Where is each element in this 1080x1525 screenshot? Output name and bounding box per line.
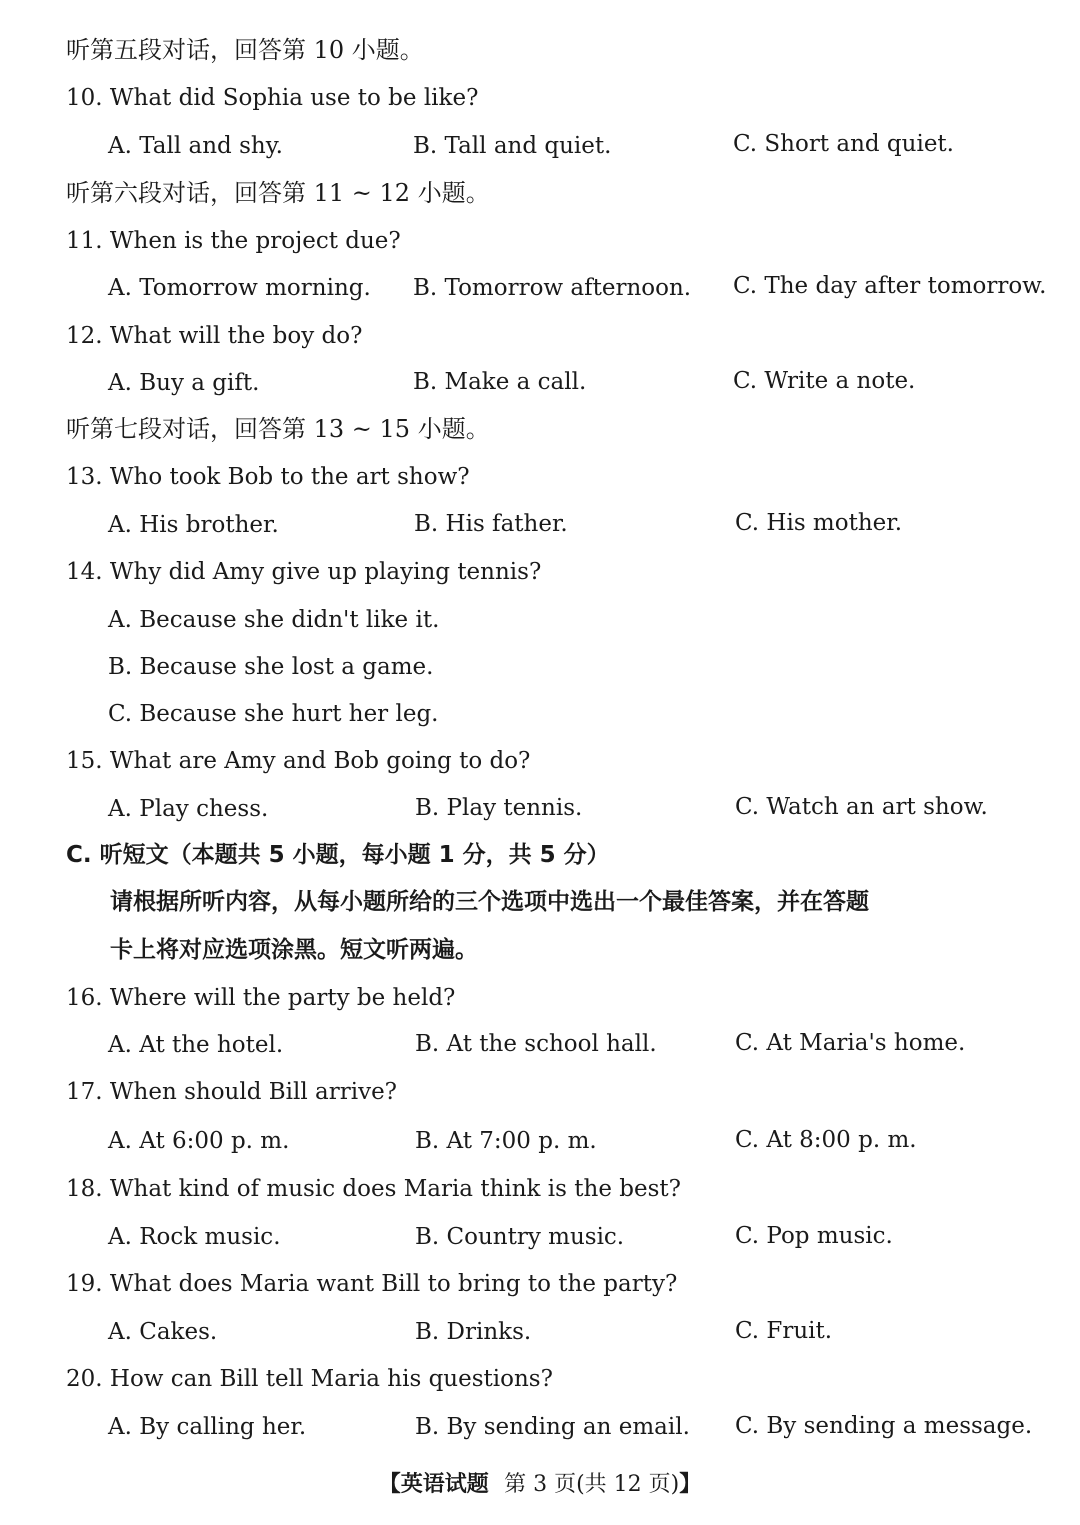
question-10-option-b: B. Tall and quiet. <box>413 133 612 159</box>
question-20-stem: 20. How can Bill tell Maria his questions? <box>66 1366 553 1392</box>
question-16-option-a: A. At the hotel. <box>108 1032 284 1058</box>
question-14-option-c: C. Because she hurt her leg. <box>108 701 439 727</box>
question-19-option-b: B. Drinks. <box>415 1319 532 1345</box>
question-16-option-b: B. At the school hall. <box>415 1031 657 1057</box>
question-20-option-c: C. By sending a message. <box>735 1413 1033 1439</box>
footer-open-bracket: 【 <box>378 1471 401 1497</box>
question-19-stem: 19. What does Maria want Bill to bring to the party? <box>66 1271 678 1297</box>
footer-page-number: 第 3 页(共 12 页) <box>504 1472 680 1497</box>
question-13-option-c: C. His mother. <box>735 510 903 536</box>
question-17-stem: 17. When should Bill arrive? <box>66 1079 398 1105</box>
question-14-option-a: A. Because she didn't like it. <box>108 607 440 633</box>
question-15-option-a: A. Play chess. <box>108 796 269 822</box>
question-16-stem: 16. Where will the party be held? <box>66 985 456 1011</box>
question-10-stem: 10. What did Sophia use to be like? <box>66 85 479 111</box>
section-heading-6: 听第六段对话，回答第 11 ~ 12 小题。 <box>66 179 490 207</box>
question-17-option-c: C. At 8:00 p. m. <box>735 1127 917 1153</box>
question-18-option-b: B. Country music. <box>415 1224 625 1250</box>
question-11-option-a: A. Tomorrow morning. <box>108 275 371 301</box>
question-13-option-b: B. His father. <box>414 511 568 537</box>
question-10-option-c: C. Short and quiet. <box>733 131 954 157</box>
question-14-option-b: B. Because she lost a game. <box>108 654 434 680</box>
question-12-option-a: A. Buy a gift. <box>108 370 260 396</box>
question-14-stem: 14. Why did Amy give up playing tennis? <box>66 559 542 585</box>
question-15-option-b: B. Play tennis. <box>415 795 583 821</box>
question-18-stem: 18. What kind of music does Maria think is the best? <box>66 1176 681 1202</box>
question-11-option-b: B. Tomorrow afternoon. <box>413 275 692 301</box>
part-c-title: C. 听短文（本题共 5 小题，每小题 1 分，共 5 分） <box>66 842 610 868</box>
question-19-option-c: C. Fruit. <box>735 1318 833 1344</box>
question-11-stem: 11. When is the project due? <box>66 228 401 254</box>
question-12-stem: 12. What will the boy do? <box>66 323 363 349</box>
question-18-option-c: C. Pop music. <box>735 1223 893 1249</box>
section-heading-7: 听第七段对话，回答第 13 ~ 15 小题。 <box>66 415 490 443</box>
question-15-stem: 15. What are Amy and Bob going to do? <box>66 748 531 774</box>
question-13-option-a: A. His brother. <box>108 512 279 538</box>
footer-subject: 英语试题 <box>400 1471 489 1497</box>
section-heading-5: 听第五段对话，回答第 10 小题。 <box>66 36 424 64</box>
question-10-option-a: A. Tall and shy. <box>108 133 283 159</box>
question-13-stem: 13. Who took Bob to the art show? <box>66 464 470 490</box>
question-20-option-b: B. By sending an email. <box>415 1414 690 1440</box>
question-11-option-c: C. The day after tomorrow. <box>733 273 1047 299</box>
question-17-option-b: B. At 7:00 p. m. <box>415 1128 597 1154</box>
page-footer <box>0 1469 1080 1500</box>
part-c-instruction-line2: 卡上将对应选项涂黑。短文听两遍。 <box>110 937 478 963</box>
question-15-option-c: C. Watch an art show. <box>735 794 988 820</box>
footer-close-bracket: 】 <box>679 1471 702 1497</box>
question-20-option-a: A. By calling her. <box>108 1414 307 1440</box>
part-c-instruction-line1: 请根据所听内容，从每小题所给的三个选项中选出一个最佳答案，并在答题 <box>110 889 869 915</box>
question-12-option-c: C. Write a note. <box>733 368 916 394</box>
question-19-option-a: A. Cakes. <box>108 1319 218 1345</box>
question-12-option-b: B. Make a call. <box>413 369 587 395</box>
question-17-option-a: A. At 6:00 p. m. <box>108 1128 290 1154</box>
question-16-option-c: C. At Maria's home. <box>735 1030 966 1056</box>
question-18-option-a: A. Rock music. <box>108 1224 281 1250</box>
